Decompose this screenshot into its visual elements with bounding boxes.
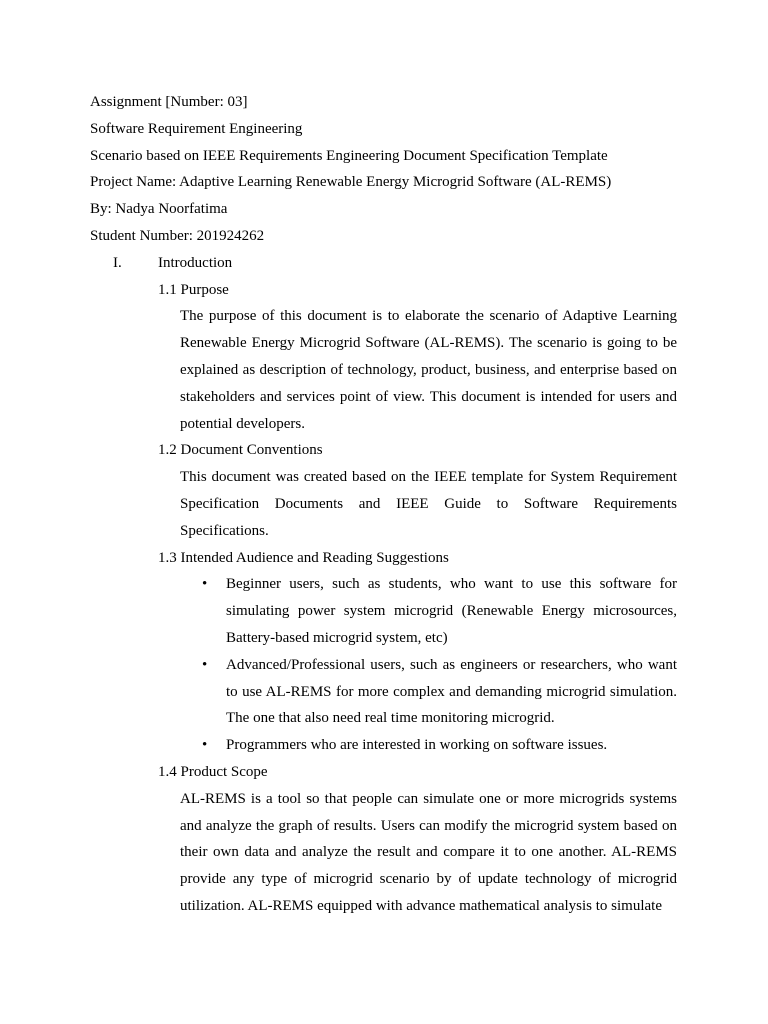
section-title: Introduction	[158, 254, 233, 271]
project-name-line: Project Name: Adaptive Learning Renewable Energy Microgrid Software (AL-REMS)	[90, 174, 612, 191]
section-heading-introduction	[90, 250, 677, 277]
student-number-line: Student Number: 201924262	[90, 227, 265, 244]
assignment-line: Assignment [Number: 03]	[90, 94, 248, 110]
section-number: I.	[113, 254, 122, 271]
scope-paragraph: AL-REMS is a tool so that people can simulate one or more microgrids systems and analyze the graph of results. Users can modify the microgrid system based on their own data and analyze the result and compare it to one another. AL-REMS provide any type of microgrid scenario by of update technology of microgrid utilization. AL-REMS equipped with advance mathematical analysis to simulate	[180, 790, 677, 914]
list-item	[202, 571, 677, 651]
purpose-paragraph: The purpose of this document is to elaborate the scenario of Adaptive Learning Renewable Energy Microgrid Software (AL-REMS). The scenario is going to be explained as description of technology, product, business, and enterprise based on stakeholders and services point of view. This document is intended for users and potential developers.	[180, 308, 677, 432]
list-item-text: Beginner users, such as students, who want to use this software for simulating power system microgrid (Renewable Energy microsources, Battery-based microgrid system, etc)	[226, 576, 677, 646]
conventions-heading: 1.2 Document Conventions	[158, 442, 323, 459]
list-item	[202, 732, 677, 759]
list-item-text: Advanced/Professional users, such as engineers or researchers, who want to use AL-REMS for more complex and demanding microgrid simulation. The one that also need real time monitoring microgrid.	[226, 656, 677, 727]
bullet-icon: •	[202, 576, 208, 593]
course-line: Software Requirement Engineering	[90, 120, 303, 137]
bullet-icon: •	[202, 737, 208, 754]
scenario-line: Scenario based on IEEE Requirements Engineering Document Specification Template	[90, 147, 608, 164]
audience-bullet-list	[90, 571, 677, 759]
document-body	[90, 89, 677, 920]
bullet-icon: •	[202, 656, 208, 673]
author-line: By: Nadya Noorfatima	[90, 201, 228, 218]
list-item-text: Programmers who are interested in working on software issues.	[226, 737, 608, 754]
list-item	[202, 652, 677, 732]
audience-heading: 1.3 Intended Audience and Reading Suggestions	[158, 549, 449, 566]
scope-heading: 1.4 Product Scope	[158, 763, 268, 780]
purpose-heading: 1.1 Purpose	[158, 281, 229, 298]
conventions-paragraph: This document was created based on the IEEE template for System Requirement Specification Documents and IEEE Guide to Software Requirements Specifications.	[180, 469, 677, 539]
